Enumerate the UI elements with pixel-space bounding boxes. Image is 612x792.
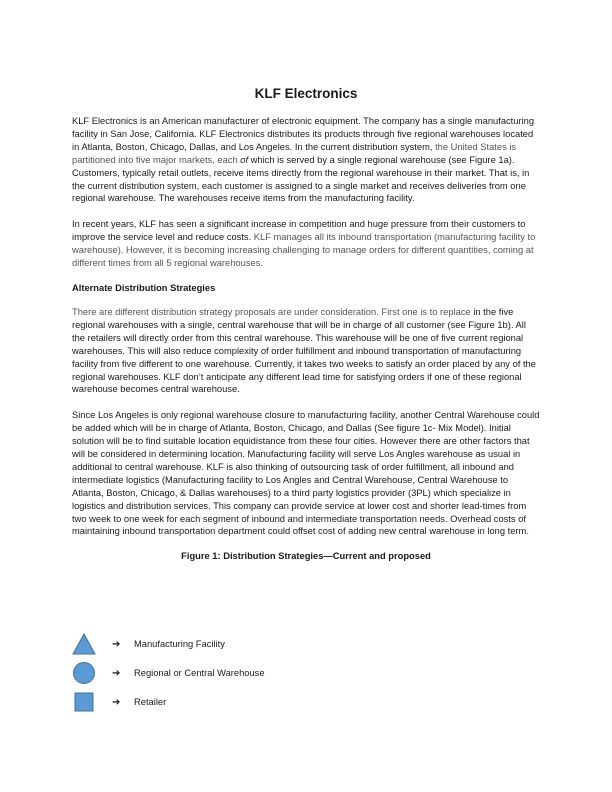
document-body: [72, 86, 540, 571]
square-icon: [72, 690, 96, 714]
arrow-right-icon: ➔: [112, 667, 121, 679]
paragraph-strategy-central-part-a: There are different distribution strategy proposals are under consideration. First one is to replace: [72, 306, 471, 317]
paragraph-strategy-central: [72, 306, 540, 396]
paragraph-intro-part-d: which is served by a single regional warehouse (see Figure 1a). Customers, typically retail outlets, receive items directly from the regional warehouse in their market. That is, in the current distribution system, each customer is assigned to a single market and receives deliveries from one regional warehouse. The warehouses receive items from the manufacturing facility.: [72, 154, 530, 204]
triangle-icon: [72, 632, 96, 656]
paragraph-intro-part-c: of: [240, 154, 249, 165]
legend-label: Manufacturing Facility: [134, 639, 225, 649]
legend-item-manufacturing: [72, 630, 540, 658]
arrow-right-icon: ➔: [112, 638, 121, 650]
paragraph-competition-part-b: KLF manages all its inbound transportation (manufacturing facility to warehouse). However, it is becoming increasing challenging to manage orders for different quantities, coming at different times from all 5 regional warehouses.: [72, 232, 536, 269]
paragraph-competition: [72, 218, 540, 270]
legend-item-retailer: [72, 688, 540, 716]
document-title: KLF Electronics: [254, 86, 358, 101]
paragraph-intro: [72, 115, 540, 205]
figure-legend: [72, 630, 540, 717]
paragraph-competition-part-a: In recent years, KLF has seen a significant increase in competition and huge pressure from their customers to improve the service level and reduce costs.: [72, 219, 526, 243]
paragraph-intro-part-b: the United States is partitioned into five major markets, each: [72, 141, 517, 165]
legend-item-warehouse: [72, 659, 540, 687]
paragraph-strategy-central-part-b: in the five regional warehouses with a single, central warehouse that will be in charge of all customer (see Figure 1b). All the retailers will directly order from this central warehouse. This warehouse will be one of five current regional warehouses. This will also reduce complexity of order fulfillment and inbound transportation of manufacturing facility from five different to one warehouse. Currently, it takes two weeks to satisfy an order placed by any of the regional warehouses. KLF don’t anticipate any different lead time for satisfying orders if one of these regional warehouse becomes central warehouse.: [72, 306, 536, 395]
paragraph-intro-part-a: KLF Electronics is an American manufacturer of electronic equipment. The company has a single manufacturing facility in San Jose, California. KLF Electronics distributes its products through five regional warehouses located in Atlanta, Boston, Chicago, Dallas, and Los Angeles. In the current distribution system,: [72, 116, 535, 152]
paragraph-strategy-mix: Since Los Angeles is only regional warehouse closure to manufacturing facility, another Central Warehouse could be added which will be in charge of Atlanta, Boston, Chicago, and Dallas (See figure 1c- Mix Model). Initial solution will be to find suitable location equidistance from these four cities. However there are other factors that will be considered in determining location. Manufacturing facility will serve Los Angles warehouse as usual in additional to central warehouse. KLF is also thinking of outsourcing task of order fulfillment, all inbound and intermediate logistics (Manufacturing facility to Los Angles and Central Warehouse, Central Warehouse to Atlanta, Boston, Chicago, & Dallas warehouses) to a third party logistics provider (3PL) which specialize in logistics and distribution services. This company can provide service at lower cost and shorter lead-times from two week to one week for each segment of inbound and intermediate transportation needs. Overhead costs of maintaining inbound transportation department could offset cost of adding new central warehouse in long term.: [72, 410, 540, 537]
arrow-right-icon: ➔: [112, 696, 121, 708]
section-heading: Alternate Distribution Strategies: [72, 282, 216, 293]
legend-label: Retailer: [134, 697, 167, 707]
circle-icon: [72, 661, 96, 685]
legend-label: Regional or Central Warehouse: [134, 668, 265, 678]
figure-title: Figure 1: Distribution Strategies—Current and proposed: [181, 551, 431, 562]
